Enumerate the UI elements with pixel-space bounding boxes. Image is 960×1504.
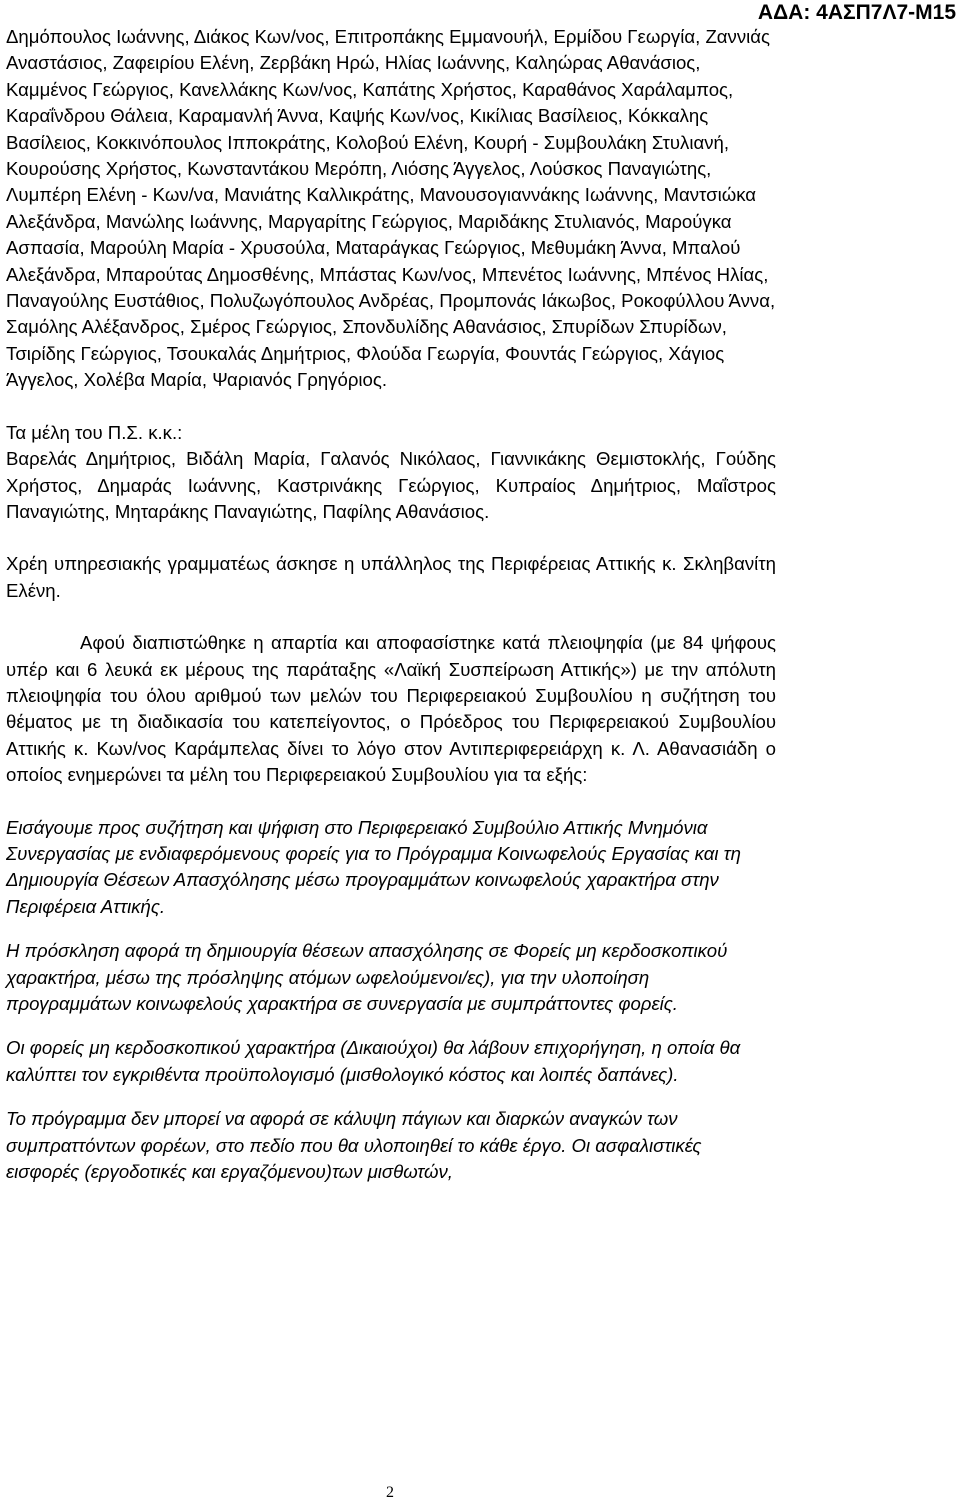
- proposal-restrictions: Το πρόγραμμα δεν μπορεί να αφορά σε κάλυψη πάγιων και διαρκών αναγκών των συμπραττόντων φορέων, στο πεδίο που θα υλοποιηθεί το κάθε έργο. Οι ασφαλιστικές εισφορές (εργοδοτικές και εργαζόμενου)των μισθωτών,: [6, 1108, 702, 1183]
- quorum-paragraph: Αφού διαπιστώθηκε η απαρτία και αποφασίστηκε κατά πλειοψηφία (με 84 ψήφους υπέρ και 6 λευκά εκ μέρους της παράταξης «Λαϊκή Συσπείρωση Αττικής») με την απόλυτη πλειοψηφία του όλου αριθμού των μελών του Περιφερειακού Συμβουλίου η συζήτηση του θέματος με τη διαδικασία του κατεπείγοντος, ο Πρόεδρος του Περιφερειακού Συμβουλίου Αττικής κ. Κων/νος Καράμπελας δίνει το λόγο στον Αντιπεριφερειάρχη κ. Λ. Αθανασιάδη ο οποίος ενημερώνει τα μέλη του Περιφερειακού Συμβουλίου για τα εξής:: [6, 632, 776, 786]
- psk-members-heading: Τα μέλη του Π.Σ. κ.κ.:: [6, 421, 183, 443]
- ada-code: ΑΔΑ: 4ΑΣΠ7Λ7-Μ15: [757, 1, 956, 24]
- secretary-note: Χρέη υπηρεσιακής γραμματέως άσκησε η υπάλληλος της Περιφέρειας Αττικής κ. Σκληβανίτη Ελένη.: [6, 553, 776, 601]
- attendees-regular-members: Δημόπουλος Ιωάννης, Διάκος Κων/νος, Επιτροπάκης Εμμανουήλ, Ερμίδου Γεωργία, Ζαννιάς Αναστάσιος, Ζαφειρίου Ελένη, Ζερβάκη Ηρώ, Ηλίας Ιωάννης, Καληώρας Αθανάσιος, Καμμένος Γεώργιος, Κανελλάκης Κων/νος, Καπάτης Χρήστος, Καραθάνος Χαράλαμπος, Καραΐνδρου Θάλεια, Καραμανλή Άννα, Καψής Κων/νος, Κικίλιας Βασίλειος, Κόκκαλης Βασίλειος, Κοκκινόπουλος Ιπποκράτης, Κολοβού Ελένη, Κουρή - Συμβουλάκη Στυλιανή, Κουρούσης Χρήστος, Κωνσταντάκου Μερόπη, Λιόσης Άγγελος, Λούσκος Παναγιώτης, Λυμπέρη Ελένη - Κων/να, Μανιάτης Καλλικράτης, Μανουσογιαννάκης Ιωάννης, Μαντσιώκα Αλεξάνδρα, Μανώλης Ιωάννης, Μαργαρίτης Γεώργιος, Μαριδάκης Στυλιανός, Μαρούγκα Ασπασία, Μαρούλη Μαρία - Χρυσούλα, Ματαράγκας Γεώργιος, Μεθυμάκη Άννα, Μπαλού Αλεξάνδρα, Μπαρούτας Δημοσθένης, Μπάστας Κων/νος, Μπενέτος Ιωάννης, Μπένος Ηλίας, Παναγούλης Ευστάθιος, Πολυζωγόπουλος Ανδρέας, Προμπονάς Ιάκωβος, Ροκοφύλλου Άννα, Σαμόλης Αλέξανδρος, Σμέρος Γεώργιος, Σπονδυλίδης Αθανάσιος, Σπυρίδων Σπυρίδων, Τσιρίδης Γεώργιος, Τσουκαλάς Δημήτριος, Φλούδα Γεωργία, Φουντάς Γεώργιος, Χάγιος Άγγελος, Χολέβα Μαρία, Ψαριανός Γρηγόριος.: [6, 26, 776, 391]
- proposal-invitation: Η πρόσκληση αφορά τη δημιουργία θέσεων απασχόλησης σε Φορείς μη κερδοσκοπικού χαρακτήρα, μέσω της πρόσληψης ατόμων ωφελούμενοι/ες), για την υλοποίηση προγραμμάτων κοινωφελούς χαρακτήρα σε συνεργασία με συμπράττοντες φορείς.: [6, 940, 728, 1014]
- document-body: [6, 24, 776, 1185]
- psk-members-list: Βαρελάς Δημήτριος, Βιδάλη Μαρία, Γαλανός Νικόλαος, Γιαννικάκης Θεμιστοκλής, Γούδης Χρήστος, Δημαράς Ιωάννης, Καστρινάκης Γεώργιος, Κυπραίος Δημήτριος, Μαΐστρος Παναγιώτης, Μηταράκης Παναγιώτης, Παφίλης Αθανάσιος.: [6, 448, 776, 522]
- page-number: 2: [386, 1484, 394, 1501]
- proposal-beneficiaries: Οι φορείς μη κερδοσκοπικού χαρακτήρα (Δικαιούχοι) θα λάβουν επιχορήγηση, η οποία θα καλύπτει τον εγκριθέντα προϋπολογισμό (μισθολογικό κόστος και λοιπές δαπάνες).: [6, 1037, 741, 1085]
- proposal-intro: Εισάγουμε προς συζήτηση και ψήφιση στο Περιφερειακό Συμβούλιο Αττικής Μνημόνια Συνεργασίας με ενδιαφερόμενους φορείς για το Πρόγραμμα Κοινωφελούς Εργασίας και τη Δημιουργία Θέσεων Απασχόλησης μέσω προγραμμάτων κοινωφελούς χαρακτήρα στην Περιφέρεια Αττικής.: [6, 816, 741, 917]
